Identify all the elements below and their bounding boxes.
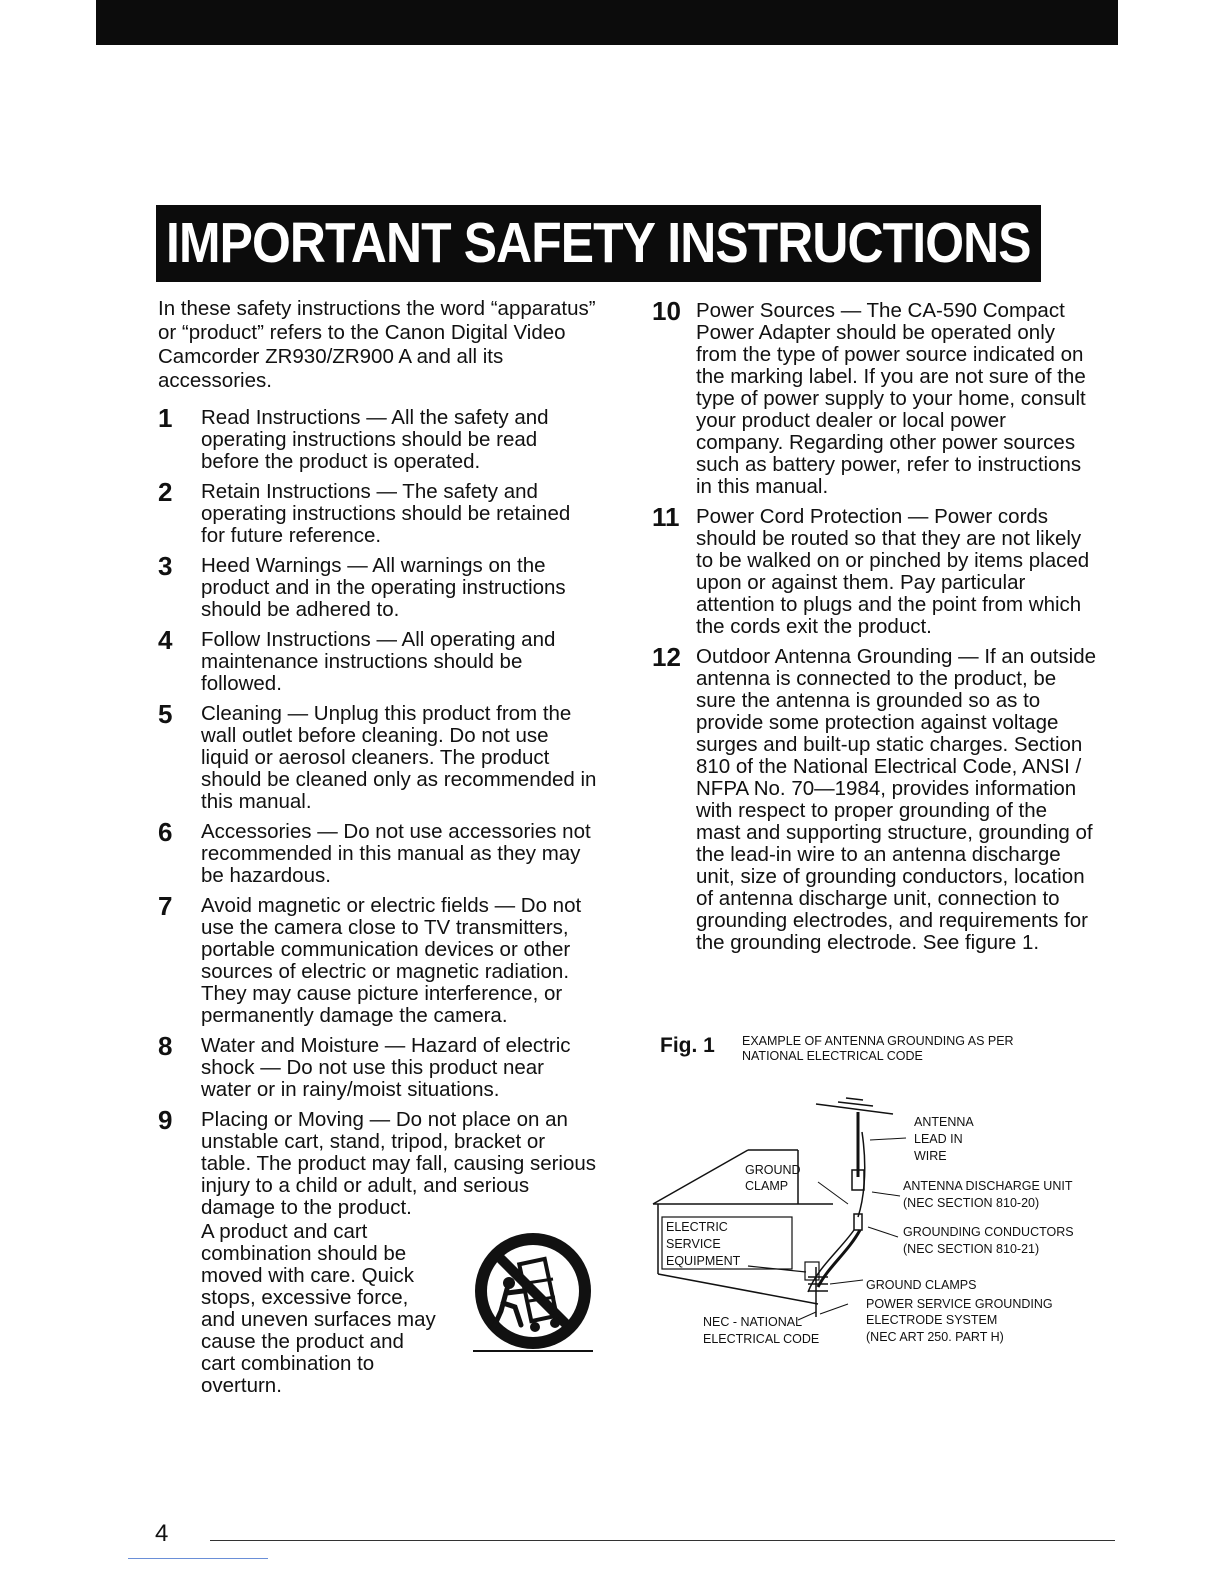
item-number: 2 <box>158 477 173 507</box>
item-text: Read Instructions — All the safety and operating instructions should be read before the product is operated. <box>201 406 549 473</box>
instruction-item <box>158 1031 598 1101</box>
item-text: Accessories — Do not use accessories not recommended in this manual as they may be hazardous. <box>201 820 591 887</box>
item-text: Heed Warnings — All warnings on the product and in the operating instructions should be adhered to. <box>201 554 566 621</box>
item-number: 4 <box>158 625 173 655</box>
item-text: Retain Instructions — The safety and operating instructions should be retained for future reference. <box>201 480 571 547</box>
instruction-item <box>158 891 598 1027</box>
cart-warning <box>201 1221 598 1397</box>
item-text: Outdoor Antenna Grounding — If an outside antenna is connected to the product, be sure the antenna is grounded so as to provide some protection against voltage surges and built-up static charges. Section 810 of the National Electrical Code, ANSI / NFPA No. 70—1984, provides information with respect to proper grounding of the mast and supporting structure, grounding of the lead-in wire to an antenna discharge unit, size of grounding conductors, location of antenna discharge unit, connection to grounding electrodes, and requirements for the grounding electrode. See figure 1. <box>696 645 1097 954</box>
instruction-item <box>158 551 598 621</box>
footer-link-rule <box>128 1558 268 1559</box>
item-text: Cleaning — Unplug this product from the wall outlet before cleaning. Do not use liquid or aerosol cleaners. The product should be cleaned only as recommended in this manual. <box>201 702 597 813</box>
item-number: 5 <box>158 699 173 729</box>
label-ground-clamps: GROUND CLAMPS <box>866 1278 977 1292</box>
instruction-item <box>652 502 1097 638</box>
label-discharge-unit: ANTENNA DISCHARGE UNIT <box>903 1179 1073 1193</box>
figure-label: Fig. 1 <box>660 1034 715 1057</box>
instruction-item <box>158 403 598 473</box>
item-number: 9 <box>158 1105 173 1135</box>
label-grounding-conductors: GROUNDING CONDUCTORS <box>903 1225 1074 1239</box>
figure-caption-line: EXAMPLE OF ANTENNA GROUNDING AS PER <box>742 1034 1014 1048</box>
label-power-service: POWER SERVICE GROUNDING <box>866 1297 1053 1311</box>
label-nec-national: NEC - NATIONAL <box>703 1315 803 1329</box>
instruction-item <box>158 699 598 813</box>
instruction-item <box>158 1105 598 1397</box>
cart-warning-text: A product and cart combination should be moved with care. Quick stops, excessive force, and uneven surfaces may cause the product and cart combination to overturn. <box>201 1220 436 1397</box>
label-electric: ELECTRIC <box>666 1220 728 1234</box>
item-text: Power Sources — The CA-590 Compact Power Adapter should be operated only from the type of power source indicated on the marking label. If you are not sure of the type of power supply to your home, consult your product dealer or local power company. Regarding other power sources such as battery power, refer to instructions in this manual. <box>696 299 1086 498</box>
figure-caption <box>742 1034 1062 1064</box>
instruction-item <box>158 817 598 887</box>
label-electrode-system: ELECTRODE SYSTEM <box>866 1313 998 1327</box>
item-text: Power Cord Protection — Power cords should be routed so that they are not likely to be walked on or pinched by items placed upon or against them. Pay particular attention to plugs and the point from which the cords exit the product. <box>696 505 1090 638</box>
label-service: SERVICE <box>666 1237 721 1251</box>
page-title: IMPORTANT SAFETY INSTRUCTIONS <box>156 205 1041 282</box>
item-number: 3 <box>158 551 173 581</box>
left-column <box>158 297 598 1405</box>
instruction-item <box>158 477 598 547</box>
right-column <box>652 296 1097 962</box>
label-antenna: ANTENNA <box>914 1115 974 1129</box>
instruction-item <box>652 296 1097 498</box>
item-text: Placing or Moving — Do not place on an unstable cart, stand, tripod, bracket or table. The product may fall, causing serious injury to a child or adult, and serious damage to the product. <box>201 1108 597 1219</box>
label-ground-clamp-2: CLAMP <box>745 1179 789 1193</box>
page-number: 4 <box>155 1520 169 1547</box>
instruction-item <box>158 625 598 695</box>
label-nec-art: (NEC ART 250. PART H) <box>866 1330 1004 1344</box>
label-equipment: EQUIPMENT <box>666 1254 741 1268</box>
antenna-grounding-diagram <box>648 1092 1098 1362</box>
item-number: 10 <box>652 296 681 326</box>
figure-caption-line: NATIONAL ELECTRICAL CODE <box>742 1049 923 1063</box>
label-electrical-code: ELECTRICAL CODE <box>703 1332 820 1346</box>
label-ground-clamp: GROUND <box>745 1163 801 1177</box>
item-number: 1 <box>158 403 173 433</box>
item-number: 11 <box>652 502 680 532</box>
label-discharge-section: (NEC SECTION 810-20) <box>903 1196 1040 1210</box>
label-lead-in-wire: WIRE <box>914 1149 947 1163</box>
top-header-bar <box>96 0 1118 45</box>
item-text: Follow Instructions — All operating and maintenance instructions should be followed. <box>201 628 556 695</box>
item-text: Water and Moisture — Hazard of electric shock — Do not use this product near water or in rainy/moist situations. <box>201 1034 571 1101</box>
item-number: 7 <box>158 891 173 921</box>
label-conductors-section: (NEC SECTION 810-21) <box>903 1242 1040 1256</box>
item-number: 12 <box>652 642 681 672</box>
item-number: 8 <box>158 1031 173 1061</box>
item-number: 6 <box>158 817 173 847</box>
footer-rule <box>210 1540 1115 1541</box>
instruction-item <box>652 642 1097 954</box>
item-text: Avoid magnetic or electric fields — Do not use the camera close to TV transmitters, portable communication devices or other sources of electric or magnetic radiation. They may cause picture interference, or permanently damage the camera. <box>201 894 582 1027</box>
label-lead-in: LEAD IN <box>914 1132 963 1146</box>
cart-tip-over-warning-icon <box>463 1231 598 1356</box>
intro-paragraph: In these safety instructions the word “apparatus” or “product” refers to the Canon Digital Video Camcorder ZR930/ZR900 A and all its accessories. <box>158 297 596 392</box>
